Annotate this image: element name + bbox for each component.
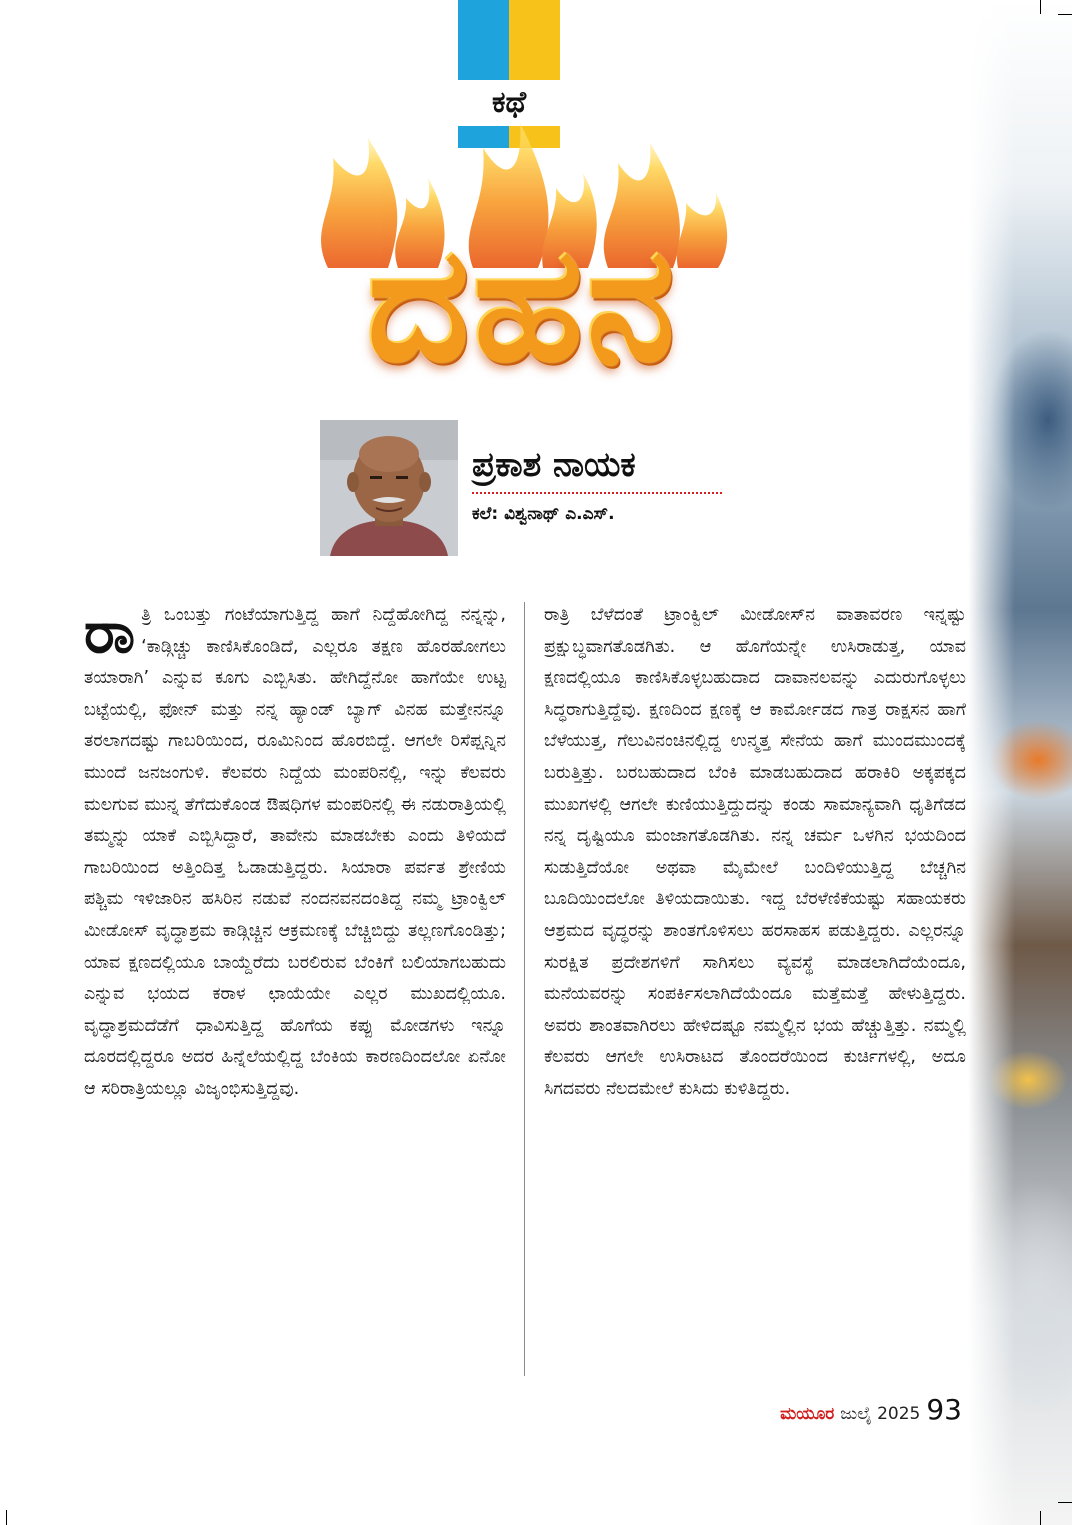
column-divider xyxy=(524,602,525,1376)
crop-mark xyxy=(1058,14,1072,15)
illustrator-credit: ಕಲೆ: ವಿಶ್ವನಾಥ್ ಎ.ಎಸ್. xyxy=(472,504,615,524)
story-title: ದಹನ xyxy=(367,213,679,397)
author-name: ಪ್ರಕಾಶ ನಾಯಕ xyxy=(472,445,636,485)
side-artwork xyxy=(968,0,1072,1525)
author-portrait xyxy=(320,420,458,556)
issue-month: ಜುಲೈ 2025 xyxy=(840,1404,921,1424)
section-tag-label: ಕಥೆ xyxy=(491,85,527,120)
crop-mark xyxy=(6,1510,7,1525)
story-column-1 xyxy=(84,600,506,1106)
magazine-brand: ಮಯೂರ xyxy=(780,1404,835,1424)
page-footer xyxy=(780,1390,962,1434)
crop-mark xyxy=(1040,1511,1041,1525)
story-paragraph: ತ್ರಿ ಒಂಬತ್ತು ಗಂಟೆಯಾಗುತ್ತಿದ್ದ ಹಾಗೆ ನಿದ್ದೆಹೋಗಿದ್ದ ನನ್ನನ್ನು, ‘ಕಾಡ್ಗಿಚ್ಚು ಕಾಣಿಸಿಕೊಂಡಿದೆ, ಎಲ್ಲರೂ ತಕ್ಷಣ ಹೊರಹೋಗಲು ತಯಾರಾಗಿ’ ಎನ್ನುವ ಕೂಗು ಎಬ್ಬಿಸಿತು. ಹೇಗಿದ್ದೆನೋ ಹಾಗೆಯೇ ಉಟ್ಟ ಬಟ್ಟೆಯಲ್ಲಿ, ಫೋನ್ ಮತ್ತು ನನ್ನ ಹ್ಯಾಂಡ್ ಬ್ಯಾಗ್ ವಿನಹ ಮತ್ತೇನನ್ನೂ ತರಲಾಗದಷ್ಟು ಗಾಬರಿಯಿಂದ, ರೂಮಿನಿಂದ ಹೊರಬಿದ್ದೆ. ಆಗಲೇ ರಿಸೆಪ್ಷನ್ನಿನ ಮುಂದೆ ಜನಜಂಗುಳಿ. ಕೆಲವರು ನಿದ್ದೆಯ ಮಂಪರಿನಲ್ಲಿ, ಇನ್ನು ಕೆಲವರು ಮಲಗುವ ಮುನ್ನ ತೆಗೆದುಕೊಂಡ ಔಷಧಿಗಳ ಮಂಪರಿನಲ್ಲಿ ಈ ನಡುರಾತ್ರಿಯಲ್ಲಿ ತಮ್ಮನ್ನು ಯಾಕೆ ಎಬ್ಬಿಸಿದ್ದಾರೆ, ತಾವೇನು ಮಾಡಬೇಕು ಎಂದು ತಿಳಿಯದೆ ಗಾಬರಿಯಿಂದ ಅತ್ತಿಂದಿತ್ತ ಓಡಾಡುತ್ತಿದ್ದರು. ಸಿಯಾರಾ ಪರ್ವತ ಶ್ರೇಣಿಯ ಪಶ್ಚಿಮ ಇಳಿಜಾರಿನ ಹಸಿರಿನ ನಡುವೆ ನಂದನವನದಂತಿದ್ದ ನಮ್ಮ ಟ್ರಾಂಕ್ವಿಲ್ ಮೀಡೋಸ್ ವೃದ್ಧಾಶ್ರಮ ಕಾಡ್ಗಿಚ್ಚಿನ ಆಕ್ರಮಣಕ್ಕೆ ಬೆಚ್ಚಿಬಿದ್ದು ತಲ್ಲಣಗೊಂಡಿತ್ತು; ಯಾವ ಕ್ಷಣದಲ್ಲಿಯೂ ಬಾಯ್ದೆರೆದು ಬರಲಿರುವ ಬೆಂಕಿಗೆ ಬಲಿಯಾಗಬಹುದು ಎನ್ನುವ ಭಯದ ಕರಾಳ ಛಾಯೆಯೇ ಎಲ್ಲರ ಮುಖದಲ್ಲಿಯೂ. ವೃದ್ಧಾಶ್ರಮದೆಡೆಗೆ ಧಾವಿಸುತ್ತಿದ್ದ ಹೊಗೆಯ ಕಪ್ಪು ಮೋಡಗಳು ಇನ್ನೂ ದೂರದಲ್ಲಿದ್ದರೂ ಅದರ ಹಿನ್ನೆಲೆಯಲ್ಲಿದ್ದ ಬೆಂಕಿಯ ಕಾರಣದಿಂದಲೋ ಏನೋ ಆ ಸರಿರಾತ್ರಿಯಲ್ಲೂ ವಿಜೃಂಭಿಸುತ್ತಿದ್ದವು. xyxy=(84,605,506,1099)
crop-mark xyxy=(1058,1502,1072,1503)
author-divider xyxy=(472,492,722,494)
story-column-2 xyxy=(544,600,966,1106)
section-tag-top-bar xyxy=(458,0,560,80)
drop-cap: ರಾ xyxy=(84,598,136,666)
story-paragraph: ರಾತ್ರಿ ಬೆಳೆದಂತೆ ಟ್ರಾಂಕ್ವಿಲ್ ಮೀಡೋಸ್‌ನ ವಾತಾವರಣ ಇನ್ನಷ್ಟು ಪ್ರಕ್ಷುಬ್ಧವಾಗತೊಡಗಿತು. ಆ ಹೊಗೆಯನ್ನೇ ಉಸಿರಾಡುತ್ತ, ಯಾವ ಕ್ಷಣದಲ್ಲಿಯೂ ಕಾಣಿಸಿಕೊಳ್ಳಬಹುದಾದ ದಾವಾನಲವನ್ನು ಎದುರುಗೊಳ್ಳಲು ಸಿದ್ಧರಾಗುತ್ತಿದ್ದೆವು. ಕ್ಷಣದಿಂದ ಕ್ಷಣಕ್ಕೆ ಆ ಕಾರ್ಮೋಡದ ಗಾತ್ರ ರಾಕ್ಷಸನ ಹಾಗೆ ಬೆಳೆಯುತ್ತ, ಗೆಲುವಿನಂಚಿನಲ್ಲಿದ್ದ ಉನ್ಮತ್ತ ಸೇನೆಯ ಹಾಗೆ ಮುಂದಮುಂದಕ್ಕೆ ಬರುತ್ತಿತ್ತು. ಬರಬಹುದಾದ ಬೆಂಕಿ ಮಾಡಬಹುದಾದ ಹರಾಕಿರಿ ಅಕ್ಕಪಕ್ಕದ ಮುಖಗಳಲ್ಲಿ ಆಗಲೇ ಕುಣಿಯುತ್ತಿದ್ದುದನ್ನು ಕಂಡು ಸಾಮಾನ್ಯವಾಗಿ ಧೃತಿಗೆಡದ ನನ್ನ ದೃಷ್ಟಿಯೂ ಮಂಜಾಗತೊಡಗಿತು. ನನ್ನ ಚರ್ಮ ಒಳಗಿನ ಭಯದಿಂದ ಸುಡುತ್ತಿದೆಯೋ ಅಥವಾ ಮೈಮೇಲೆ ಬಂದಿಳಿಯುತ್ತಿದ್ದ ಬೆಚ್ಚಗಿನ ಬೂದಿಯಿಂದಲೋ ತಿಳಿಯದಾಯಿತು. ಇದ್ದ ಬೆರಳೆಣಿಕೆಯಷ್ಟು ಸಹಾಯಕರು ಆಶ್ರಮದ ವೃದ್ಧರನ್ನು ಶಾಂತಗೊಳಿಸಲು ಹರಸಾಹಸ ಪಡುತ್ತಿದ್ದರು. ಎಲ್ಲರನ್ನೂ ಸುರಕ್ಷಿತ ಪ್ರದೇಶಗಳಿಗೆ ಸಾಗಿಸಲು ವ್ಯವಸ್ಥೆ ಮಾಡಲಾಗಿದೆಯೆಂದೂ, ಮನೆಯವರನ್ನು ಸಂಪರ್ಕಿಸಲಾಗಿದೆಯೆಂದೂ ಮತ್ತೆಮತ್ತೆ ಹೇಳುತ್ತಿದ್ದರು. ಅವರು ಶಾಂತವಾಗಿರಲು ಹೇಳಿದಷ್ಟೂ ನಮ್ಮಲ್ಲಿನ ಭಯ ಹೆಚ್ಚುತ್ತಿತ್ತು. ನಮ್ಮಲ್ಲಿ ಕೆಲವರು ಆಗಲೇ ಉಸಿರಾಟದ ತೊಂದರೆಯಿಂದ ಕುರ್ಚಿಗಳಲ್ಲಿ, ಅದೂ ಸಿಗದವರು ನೆಲದಮೇಲೆ ಕುಸಿದು ಕುಳಿತಿದ್ದರು. xyxy=(544,605,966,1099)
page-number: 93 xyxy=(926,1393,962,1426)
crop-mark xyxy=(1040,0,1041,14)
